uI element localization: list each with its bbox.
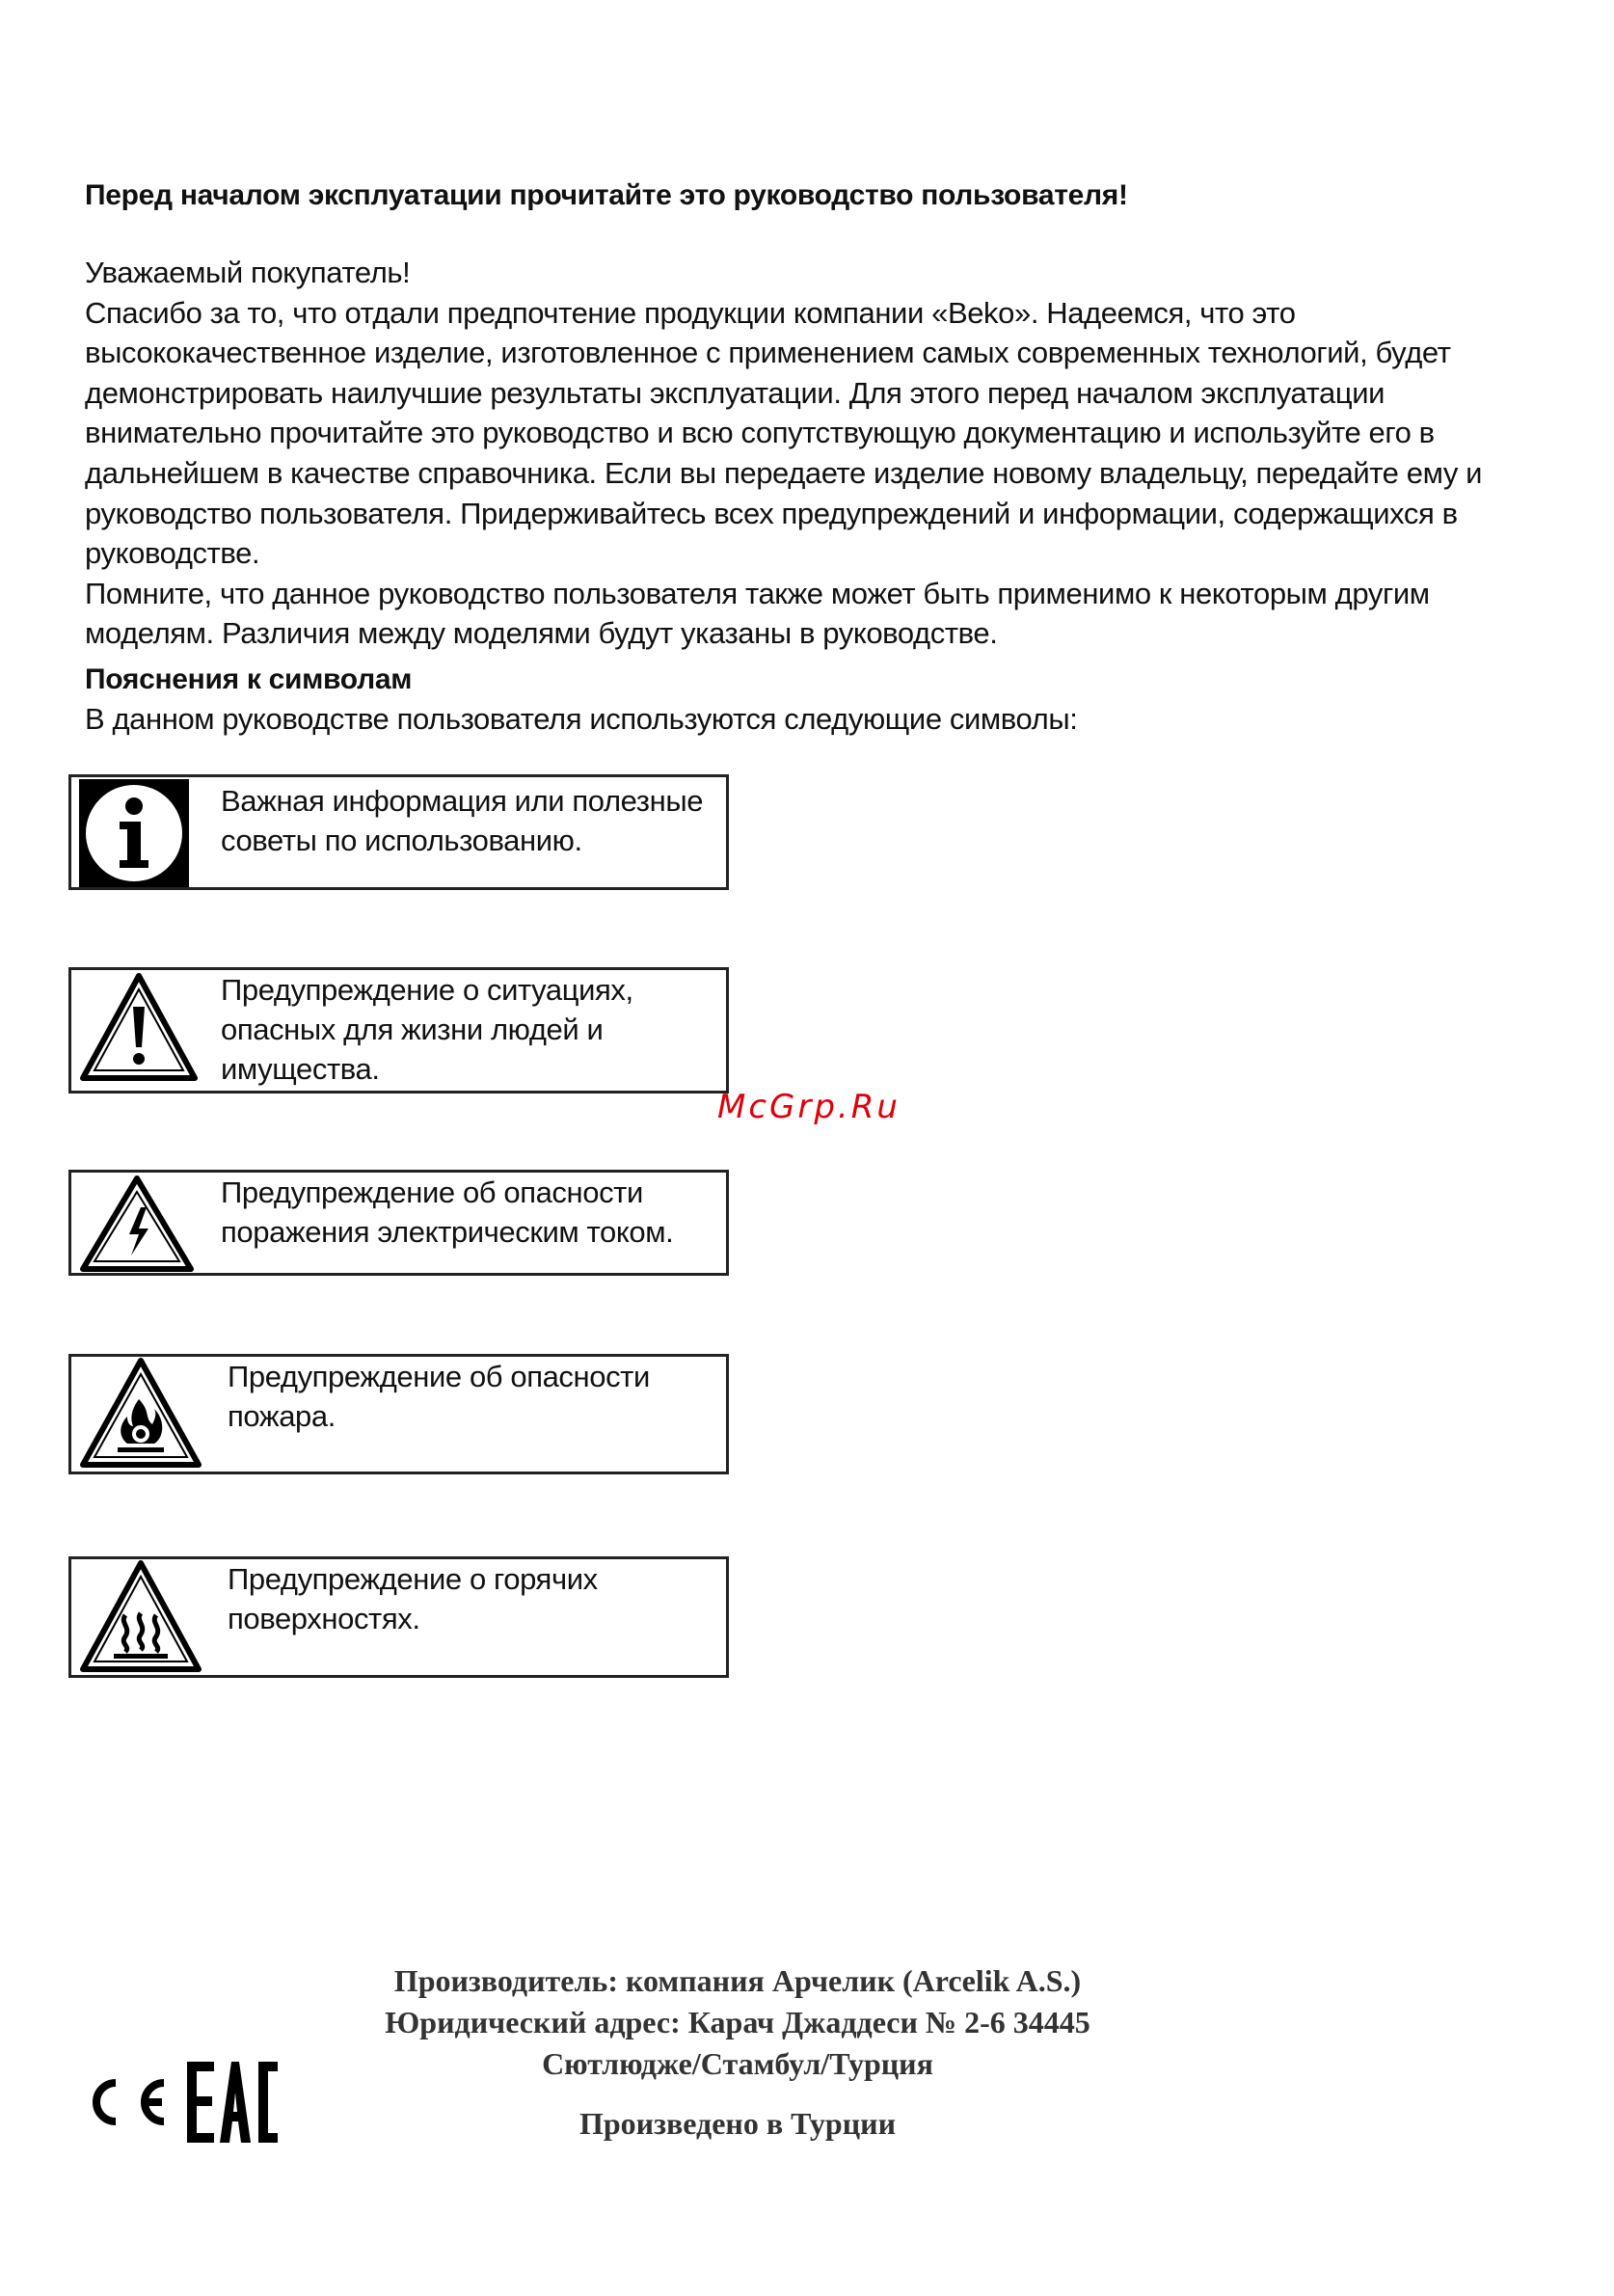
certification-marks [79, 2058, 293, 2147]
legal-address-line: Юридический адрес: Карач Джаддеси № 2-6 34445 [385, 2005, 1090, 2039]
paragraph-line: Помните, что данное руководство пользователя также может быть применимо к некоторым другим [85, 576, 1430, 610]
intro-paragraph-1 [85, 293, 1531, 574]
symbol-text-line: Предупреждение об опасности [221, 1175, 643, 1209]
intro-text [85, 253, 1531, 654]
eac-mark-icon [187, 2062, 278, 2143]
paragraph-line: моделям. Различия между моделями будут указаны в руководстве. [85, 616, 998, 651]
ce-mark-icon [96, 2083, 164, 2121]
symbol-text-line: Предупреждение о ситуациях, [221, 973, 633, 1007]
info-icon [79, 779, 189, 887]
made-in-line: Произведено в Турции [578, 2106, 896, 2141]
symbols-heading: Пояснения к символам [85, 663, 413, 695]
symbols-intro: В данном руководстве пользователя используются следующие символы: [85, 702, 1078, 736]
symbol-info-text [221, 781, 703, 860]
manufacturer-line: Производитель: компания Арчелик (Arcelik A.S.) [393, 1963, 1082, 1998]
paragraph-line: демонстрировать наилучшие результаты эксплуатации. Для этого перед началом эксплуатации [85, 375, 1385, 410]
symbol-text-line: поражения электрическим током. [221, 1215, 674, 1249]
symbol-text-line: Предупреждение о горячих [228, 1562, 598, 1596]
symbol-electric-text [221, 1173, 673, 1252]
symbol-warning-box [68, 967, 729, 1094]
symbol-warning-text [221, 970, 633, 1089]
symbol-text-line: опасных для жизни людей и [221, 1013, 604, 1046]
intro-paragraph-2 [85, 574, 1531, 654]
paragraph-line: руководстве. [85, 536, 260, 571]
paragraph-line: Спасибо за то, что отдали предпочтение продукции компании «Beko». Надеемся, что это [85, 295, 1296, 330]
symbol-text-line: Предупреждение об опасности [228, 1360, 650, 1393]
symbol-text-line: поверхностях. [228, 1602, 420, 1635]
symbol-text-line: имущества. [221, 1052, 380, 1086]
hot-surface-icon [79, 1559, 202, 1675]
warning-icon [79, 970, 200, 1086]
fire-icon [79, 1357, 202, 1471]
watermark: McGrp.Ru [717, 1088, 901, 1126]
paragraph-line: дальнейшем в качестве справочника. Если вы передаете изделие новому владельцу, передайте ему и [85, 455, 1483, 490]
symbol-hot-surface-box [68, 1556, 729, 1678]
symbol-text-line: Важная информация или полезные [221, 784, 704, 818]
symbol-text-line: пожара. [228, 1399, 336, 1433]
page-heading: Перед началом эксплуатации прочитайте это руководство пользователя! [85, 179, 1128, 211]
symbol-electric-box [68, 1170, 729, 1276]
symbol-text-line: советы по использованию. [221, 824, 582, 857]
paragraph-line: руководство пользователя. Придерживайтесь всех предупреждений и информации, содержащихся в [85, 496, 1458, 530]
symbol-hot-surface-text [228, 1559, 598, 1638]
electric-shock-icon [79, 1175, 195, 1275]
symbol-info-box [68, 774, 729, 890]
greeting: Уважаемый покупатель! [85, 256, 411, 289]
paragraph-line: высококачественное изделие, изготовленное с применением самых современных технологий, будет [85, 336, 1451, 370]
address-city-line: Сютлюдже/Стамбул/Турция [542, 2046, 933, 2081]
symbol-fire-box [68, 1354, 729, 1474]
symbol-fire-text [228, 1357, 650, 1436]
paragraph-line: внимательно прочитайте это руководство и всю сопутствующую документацию и используйте его в [85, 416, 1435, 450]
